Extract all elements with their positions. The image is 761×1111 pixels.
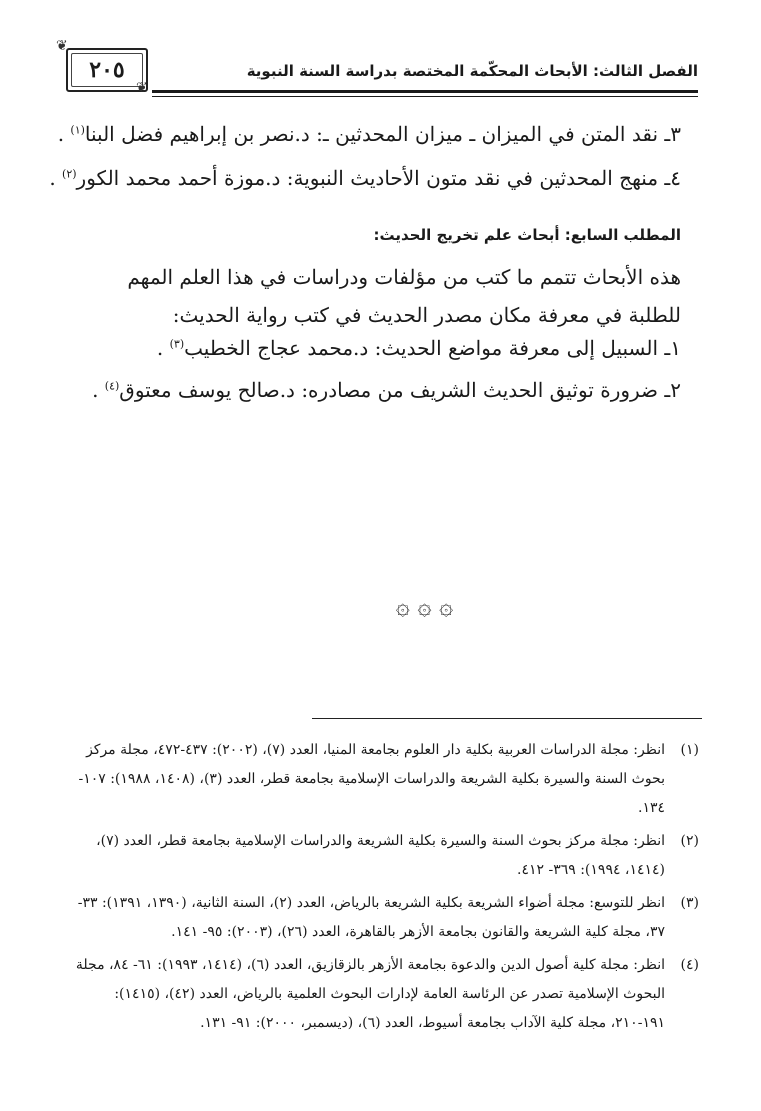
list-item bbox=[157, 336, 681, 360]
footnote-ref: (٢) bbox=[62, 167, 77, 181]
list-text: نقد المتن في الميزان ـ ميزان المحدثين ـ: د.نصر بن إبراهيم فضل البنا bbox=[84, 122, 659, 146]
footnote bbox=[66, 736, 699, 823]
list-text: منهج المحدثين في نقد متون الأحاديث النبوية: د.موزة أحمد محمد الكور bbox=[76, 166, 659, 190]
flourish-ornament: ❦ bbox=[56, 38, 68, 54]
footnote bbox=[66, 827, 699, 885]
footnote-ref: (١) bbox=[70, 123, 85, 137]
list-text: السبيل إلى معرفة مواضع الحديث: د.محمد عجاج الخطيب bbox=[184, 336, 659, 360]
footnote-ref: (٣) bbox=[169, 337, 185, 351]
footnote bbox=[66, 889, 699, 947]
footnote-number: (١) bbox=[680, 742, 699, 758]
list-number: ١ـ bbox=[664, 336, 681, 360]
list-number: ٣ـ bbox=[664, 122, 681, 146]
section-divider-ornaments: ۞ ۞ ۞ bbox=[395, 592, 454, 620]
header-rule bbox=[152, 90, 698, 93]
list-text: ضرورة توثيق الحديث الشريف من مصادره: د.صالح يوسف معتوق bbox=[119, 378, 659, 402]
list-item bbox=[58, 122, 681, 146]
footnote-number: (٣) bbox=[680, 895, 699, 911]
footnote-ref: (٤) bbox=[104, 379, 120, 393]
section-heading: المطلب السابع: أبحاث علم تخريج الحديث: bbox=[373, 226, 681, 244]
sentence-end: . bbox=[156, 336, 170, 360]
footnote bbox=[66, 951, 699, 1038]
footnote-text: انظر: مجلة كلية أصول الدين والدعوة بجامعة الأزهر بالزقازيق، العدد (٦)، (١٤١٤، ١٩٩٣): ٦١- ٨٤، مجلة البحوث الإسلامية تصدر عن الرئاسة العامة لإدارات البحوث العلمية بالرياض، العدد (٤٢)، (١٤١٥): ١٩١-٢١٠، مجلة كلية الآداب بجامعة أسيوط، العدد (٦)، (ديسمبر، ٢٠٠٠): ٩١- ١٣١. bbox=[75, 957, 665, 1031]
footnote-text: انظر: مجلة مركز بحوث السنة والسيرة بكلية الشريعة والدراسات الإسلامية بجامعة قطر، العدد (٧)، (١٤١٤، ١٩٩٤): ٣٦٩- ٤١٢. bbox=[96, 833, 665, 878]
list-item bbox=[92, 378, 681, 402]
sentence-end: . bbox=[49, 166, 63, 190]
list-item bbox=[49, 166, 681, 190]
page-number: ٢٠٥ bbox=[66, 48, 148, 92]
page-header bbox=[56, 38, 698, 100]
list-number: ٤ـ bbox=[664, 166, 681, 190]
running-title: الفصل الثالث: الأبحاث المحكّمة المختصة بدراسة السنة النبوية bbox=[246, 62, 698, 80]
footnotes bbox=[66, 736, 699, 1042]
sentence-end: . bbox=[92, 378, 105, 402]
list-number: ٢ـ bbox=[664, 378, 681, 402]
sentence-end: . bbox=[57, 122, 71, 146]
footnote-number: (٢) bbox=[680, 833, 699, 849]
body-paragraph: هذه الأبحاث تتمم ما كتب من مؤلفات ودراسات في هذا العلم المهم للطلبة في معرفة مكان مصدر الحديث في كتب رواية الحديث: bbox=[127, 265, 681, 327]
header-rule-thin bbox=[152, 96, 698, 97]
footnote-text: انظر للتوسع: مجلة أضواء الشريعة بكلية الشريعة بالرياض، العدد (٢)، السنة الثانية، (١٣٩٠، ١٣٩١): ٣٣- ٣٧، مجلة كلية الشريعة والقانون بجامعة الأزهر بالقاهرة، العدد (٢٦)، (٢٠٠٣): ٩٥- ١٤١. bbox=[77, 895, 665, 940]
footnote-number: (٤) bbox=[680, 957, 699, 973]
footnote-separator bbox=[312, 718, 702, 719]
flourish-ornament: ❦ bbox=[136, 80, 148, 96]
footnote-text: انظر: مجلة الدراسات العربية بكلية دار العلوم بجامعة المنيا، العدد (٧)، (٢٠٠٢): ٤٣٧-٤٧٢، مجلة مركز بحوث السنة والسيرة بكلية الشريعة والدراسات الإسلامية بجامعة قطر، العدد (٣)، (١٤٠٨، ١٩٨٨): ١٠٧- ١٣٤. bbox=[78, 742, 665, 816]
